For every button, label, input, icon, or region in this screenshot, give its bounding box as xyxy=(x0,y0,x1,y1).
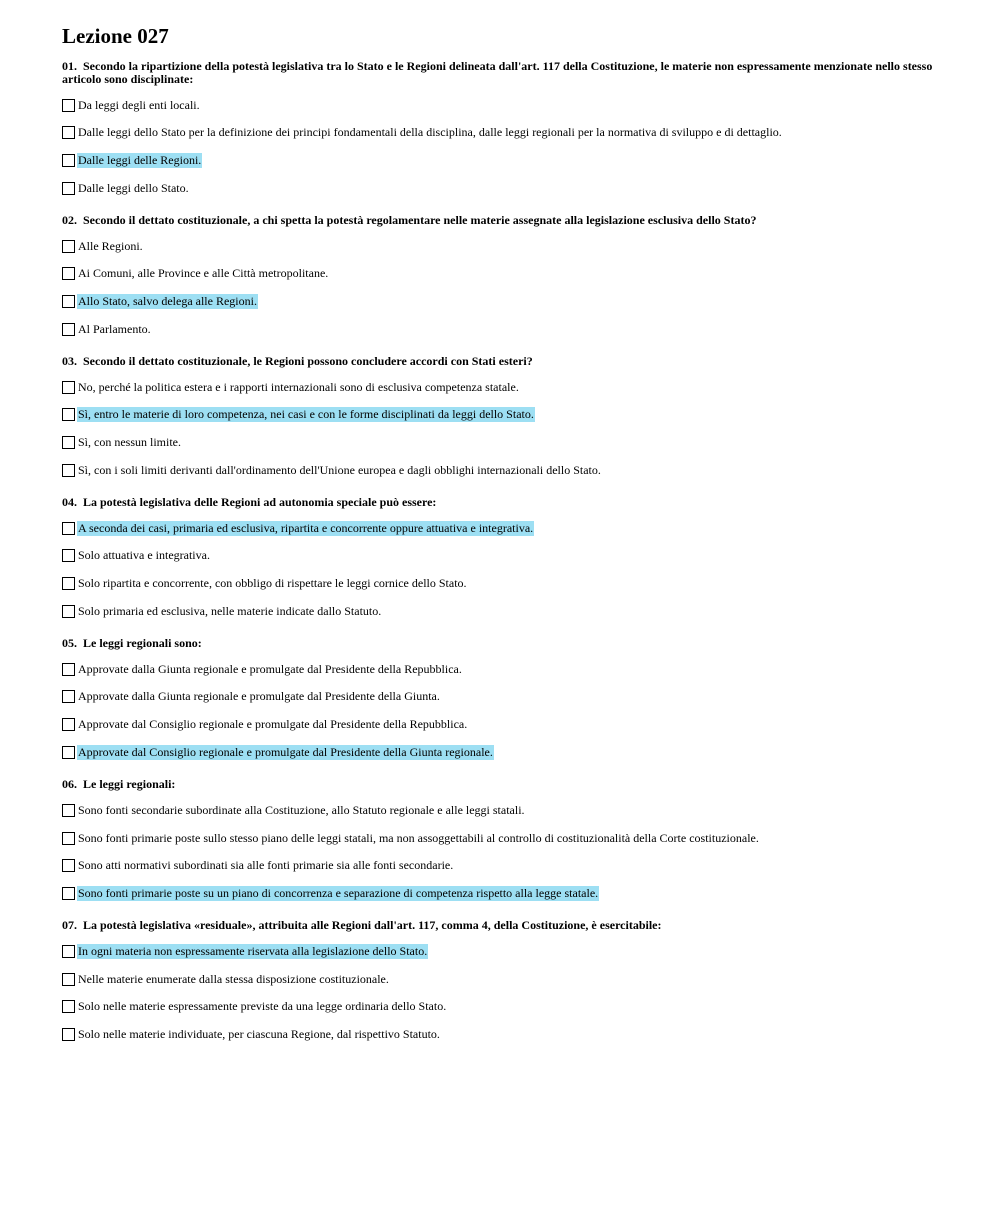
question-number: 06. xyxy=(62,777,77,792)
answer-checkbox[interactable] xyxy=(62,718,75,731)
answer-checkbox[interactable] xyxy=(62,1028,75,1041)
answer-option[interactable] xyxy=(62,743,942,761)
question-label: La potestà legislativa «residuale», attribuita alle Regioni dall'art. 117, comma 4, della Costituzione, è esercitabile: xyxy=(83,918,662,933)
answer-option[interactable] xyxy=(62,716,942,734)
question-text xyxy=(62,496,942,509)
answer-checkbox[interactable] xyxy=(62,126,75,139)
answer-checkbox[interactable] xyxy=(62,267,75,280)
answer-checkbox[interactable] xyxy=(62,945,75,958)
answer-option[interactable] xyxy=(62,292,942,310)
answer-checkbox[interactable] xyxy=(62,240,75,253)
answer-label: Ai Comuni, alle Province e alle Città metropolitane. xyxy=(78,266,329,281)
question-list xyxy=(62,60,942,1043)
answer-label-highlighted: Allo Stato, salvo delega alle Regioni. xyxy=(78,293,257,308)
answer-option[interactable] xyxy=(62,378,942,396)
question-text xyxy=(62,637,942,650)
answer-label: Nelle materie enumerate dalla stessa disposizione costituzionale. xyxy=(78,971,389,986)
answer-checkbox[interactable] xyxy=(62,323,75,336)
answer-option[interactable] xyxy=(62,998,942,1016)
answer-checkbox[interactable] xyxy=(62,1000,75,1013)
question-label: Secondo il dettato costituzionale, a chi spetta la potestà regolamentare nelle materie assegnate alla legislazione esclusiva dello Stato? xyxy=(83,213,757,228)
answer-checkbox[interactable] xyxy=(62,381,75,394)
answer-checkbox[interactable] xyxy=(62,663,75,676)
answer-label: Dalle leggi dello Stato per la definizione dei principi fondamentali della disciplina, dalle leggi regionali per la normativa di sviluppo e di dettaglio. xyxy=(78,125,782,140)
answer-label: Solo primaria ed esclusiva, nelle materie indicate dallo Statuto. xyxy=(78,603,382,618)
answer-option[interactable] xyxy=(62,1025,942,1043)
answer-option[interactable] xyxy=(62,688,942,706)
answer-label-highlighted: A seconda dei casi, primaria ed esclusiva, ripartita e concorrente oppure attuativa e integrativa. xyxy=(78,520,534,535)
answer-label-highlighted: Approvate dal Consiglio regionale e promulgate dal Presidente della Giunta regionale. xyxy=(78,744,493,759)
answer-label: Sì, con i soli limiti derivanti dall'ordinamento dell'Unione europea e dagli obblighi internazionali dello Stato. xyxy=(78,462,601,477)
answer-label-highlighted: Dalle leggi delle Regioni. xyxy=(78,152,202,167)
question-block xyxy=(62,60,942,197)
answer-checkbox[interactable] xyxy=(62,549,75,562)
answer-option[interactable] xyxy=(62,96,942,114)
answer-label-highlighted: Sì, entro le materie di loro competenza, nei casi e con le forme disciplinati da leggi dello Stato. xyxy=(78,407,534,422)
question-number: 05. xyxy=(62,636,77,651)
answer-label: Solo nelle materie individuate, per ciascuna Regione, dal rispettivo Statuto. xyxy=(78,1026,440,1041)
answer-checkbox[interactable] xyxy=(62,295,75,308)
answer-label: Sono fonti secondarie subordinate alla Costituzione, allo Statuto regionale e alle leggi statali. xyxy=(78,802,525,817)
question-text xyxy=(62,214,942,227)
question-number: 07. xyxy=(62,918,77,933)
answer-label: Sono fonti primarie poste sullo stesso piano delle leggi statali, ma non assoggettabili al controllo di costituzionalità della Corte costituzionale. xyxy=(78,830,759,845)
question-block xyxy=(62,355,942,479)
answer-checkbox[interactable] xyxy=(62,154,75,167)
answer-option[interactable] xyxy=(62,179,942,197)
answer-checkbox[interactable] xyxy=(62,887,75,900)
question-text xyxy=(62,60,942,86)
question-block xyxy=(62,919,942,1043)
answer-label: Solo ripartita e concorrente, con obbligo di rispettare le leggi cornice dello Stato. xyxy=(78,576,467,591)
question-block xyxy=(62,496,942,620)
answer-option[interactable] xyxy=(62,660,942,678)
answer-checkbox[interactable] xyxy=(62,577,75,590)
answer-option[interactable] xyxy=(62,575,942,593)
answer-label: Approvate dalla Giunta regionale e promulgate dal Presidente della Repubblica. xyxy=(78,661,462,676)
answer-option[interactable] xyxy=(62,265,942,283)
answer-option[interactable] xyxy=(62,434,942,452)
answer-label: Dalle leggi dello Stato. xyxy=(78,180,189,195)
answer-label: Da leggi degli enti locali. xyxy=(78,97,200,112)
answer-option[interactable] xyxy=(62,829,942,847)
answer-label-highlighted: Sono fonti primarie poste su un piano di concorrenza e separazione di competenza rispetto alla legge statale. xyxy=(78,885,599,900)
answer-checkbox[interactable] xyxy=(62,859,75,872)
quiz-page xyxy=(62,22,942,1060)
answer-checkbox[interactable] xyxy=(62,182,75,195)
answer-checkbox[interactable] xyxy=(62,804,75,817)
answer-option[interactable] xyxy=(62,970,942,988)
answer-label: No, perché la politica estera e i rapporti internazionali sono di esclusiva competenza statale. xyxy=(78,379,519,394)
answer-label: Sì, con nessun limite. xyxy=(78,435,181,449)
answer-label: Al Parlamento. xyxy=(78,321,151,336)
question-number: 03. xyxy=(62,354,77,369)
question-text xyxy=(62,355,942,368)
answer-option[interactable] xyxy=(62,124,942,142)
question-label: Le leggi regionali: xyxy=(83,777,176,792)
answer-option[interactable] xyxy=(62,406,942,424)
answer-checkbox[interactable] xyxy=(62,832,75,845)
answer-checkbox[interactable] xyxy=(62,973,75,986)
answer-checkbox[interactable] xyxy=(62,746,75,759)
answer-option[interactable] xyxy=(62,602,942,620)
question-text xyxy=(62,778,942,791)
answer-option[interactable] xyxy=(62,547,942,565)
answer-label: Solo nelle materie espressamente previste da una legge ordinaria dello Stato. xyxy=(78,999,447,1014)
answer-option[interactable] xyxy=(62,237,942,255)
question-label: Secondo il dettato costituzionale, le Regioni possono concludere accordi con Stati esteri? xyxy=(83,354,533,369)
answer-checkbox[interactable] xyxy=(62,99,75,112)
answer-checkbox[interactable] xyxy=(62,464,75,477)
answer-checkbox[interactable] xyxy=(62,690,75,703)
question-number: 02. xyxy=(62,213,77,228)
answer-label: Approvate dalla Giunta regionale e promulgate dal Presidente della Giunta. xyxy=(78,689,440,704)
answer-label-highlighted: In ogni materia non espressamente riservata alla legislazione dello Stato. xyxy=(78,943,428,958)
question-label: Le leggi regionali sono: xyxy=(83,636,202,651)
answer-option[interactable] xyxy=(62,461,942,479)
question-block xyxy=(62,637,942,761)
question-label: La potestà legislativa delle Regioni ad autonomia speciale può essere: xyxy=(83,495,437,510)
answer-checkbox[interactable] xyxy=(62,408,75,421)
page-title: Lezione 027 xyxy=(62,24,169,48)
answer-label: Sono atti normativi subordinati sia alle fonti primarie sia alle fonti secondarie. xyxy=(78,858,454,873)
answer-option[interactable] xyxy=(62,151,942,169)
question-block xyxy=(62,214,942,338)
answer-label: Alle Regioni. xyxy=(78,238,143,253)
answer-option[interactable] xyxy=(62,884,942,902)
answer-checkbox[interactable] xyxy=(62,436,75,449)
answer-label: Approvate dal Consiglio regionale e promulgate dal Presidente della Repubblica. xyxy=(78,717,468,732)
answer-option[interactable] xyxy=(62,857,942,875)
answer-checkbox[interactable] xyxy=(62,522,75,535)
answer-option[interactable] xyxy=(62,320,942,338)
answer-option[interactable] xyxy=(62,942,942,960)
answer-option[interactable] xyxy=(62,519,942,537)
question-text xyxy=(62,919,942,932)
question-number: 04. xyxy=(62,495,77,510)
answer-checkbox[interactable] xyxy=(62,605,75,618)
answer-option[interactable] xyxy=(62,801,942,819)
question-number: 01. xyxy=(62,59,77,73)
question-block xyxy=(62,778,942,902)
answer-label: Solo attuativa e integrativa. xyxy=(78,548,210,563)
question-label: Secondo la ripartizione della potestà legislativa tra lo Stato e le Regioni delineata dall'art. 117 della Costituzione, le materie non espressamente menzionate nello stesso articolo sono disciplinate: xyxy=(62,59,933,86)
